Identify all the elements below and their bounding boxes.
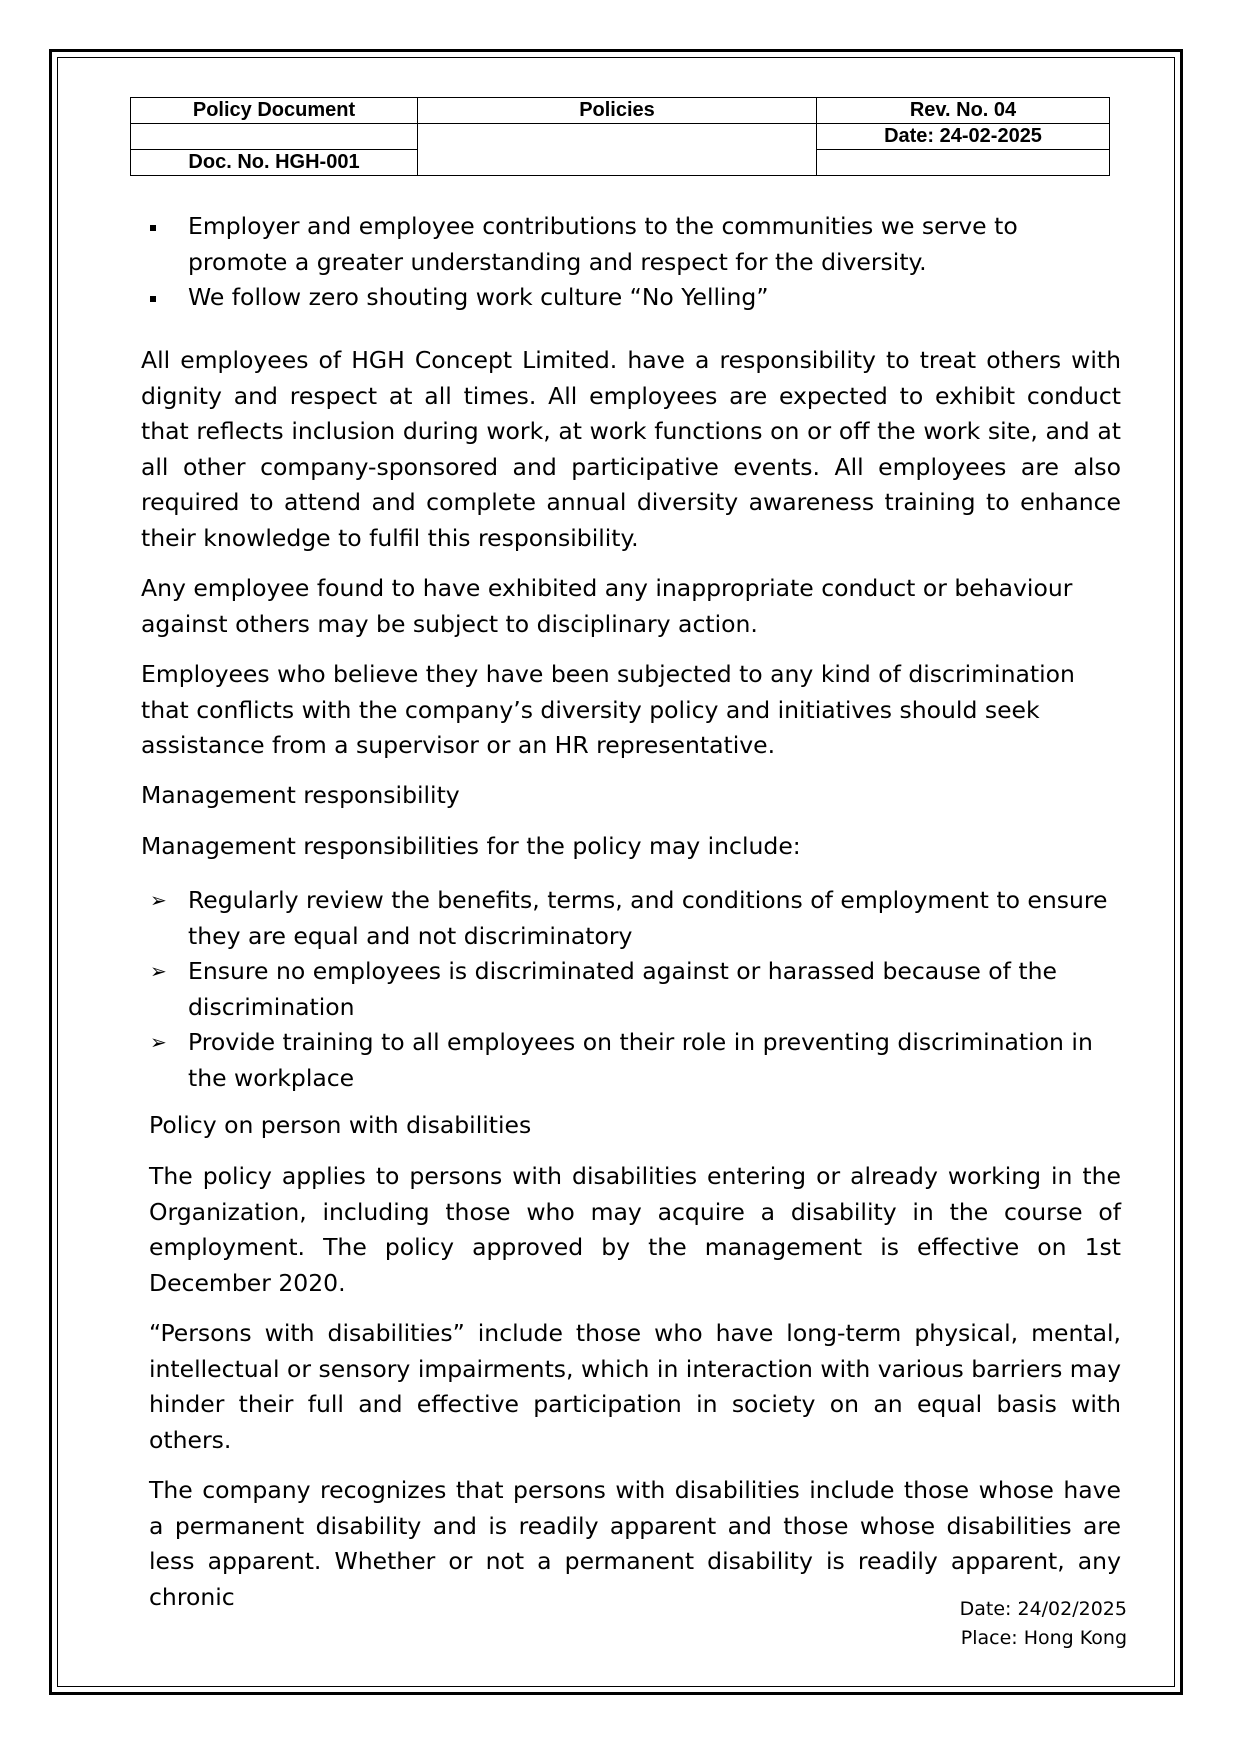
document-header-table bbox=[130, 97, 1110, 176]
list-item bbox=[150, 883, 1130, 954]
paragraph-policy-applies: The policy applies to persons with disabilities entering or already working in the Organization, including those who may acquire a disability in the course of employment. The policy approved by the management is effective on 1st December 2020. bbox=[149, 1162, 1121, 1297]
list-item bbox=[150, 954, 1130, 1025]
header-date: Date: 24-02-2025 bbox=[817, 124, 1110, 150]
header-empty-cell bbox=[131, 124, 418, 150]
arrow-bullet-icon: ➢ bbox=[150, 959, 167, 983]
list-item-text: Ensure no employees is discriminated against or harassed because of the discrimination bbox=[188, 957, 1057, 1021]
paragraph-disciplinary: Any employee found to have exhibited any inappropriate conduct or behaviour against others may be subject to disciplinary action. bbox=[141, 574, 1073, 638]
paragraph-responsibility: All employees of HGH Concept Limited. have a responsibility to treat others with dignity and respect at all times. All employees are expected to exhibit conduct that reflects inclusion during work, at work functions on or off the work site, and at all other company-sponsored and participative events. All employees are also required to attend and complete annual diversity awareness training to enhance their knowledge to fulfil this responsibility. bbox=[141, 346, 1121, 552]
paragraph-company-recognizes: The company recognizes that persons with disabilities include those whose have a permanent disability and is readily apparent and those whose disabilities are less apparent. Whether or not a permanent disability is readily apparent, any chronic bbox=[149, 1476, 1121, 1611]
arrow-bullet-icon: ➢ bbox=[150, 1030, 167, 1054]
list-item bbox=[150, 280, 1070, 316]
management-intro: Management responsibilities for the policy may include: bbox=[141, 832, 801, 860]
list-item bbox=[150, 209, 1070, 280]
footer-place: Place: Hong Kong bbox=[960, 1627, 1127, 1649]
header-empty-cell bbox=[817, 150, 1110, 176]
list-item-text: We follow zero shouting work culture “No Yelling” bbox=[188, 283, 769, 311]
list-item-text: Provide training to all employees on their role in preventing discrimination in the workplace bbox=[188, 1028, 1093, 1092]
list-item-text: Regularly review the benefits, terms, and conditions of employment to ensure they are equal and not discriminatory bbox=[188, 886, 1108, 950]
header-doc-no: Doc. No. HGH-001 bbox=[131, 150, 418, 176]
paragraph-discrimination-assistance: Employees who believe they have been subjected to any kind of discrimination that conflicts with the company’s diversity policy and initiatives should seek assistance from a supervisor or an HR representative. bbox=[141, 660, 1075, 759]
list-item bbox=[150, 1025, 1130, 1096]
list-item-text: Employer and employee contributions to the communities we serve to promote a greater understanding and respect for the diversity. bbox=[188, 212, 1018, 276]
square-bullet-icon bbox=[150, 296, 156, 302]
heading-management-responsibility: Management responsibility bbox=[141, 781, 460, 809]
footer-date: Date: 24/02/2025 bbox=[959, 1598, 1127, 1620]
management-list bbox=[150, 883, 1130, 1096]
paragraph-persons-definition: “Persons with disabilities” include those who have long-term physical, mental, intellectual or sensory impairments, which in interaction with various barriers may hinder their full and effective participation in society on an equal basis with others. bbox=[149, 1319, 1121, 1454]
footer-date-place bbox=[960, 1595, 1127, 1653]
header-policies: Policies bbox=[418, 98, 817, 124]
arrow-bullet-icon: ➢ bbox=[150, 888, 167, 912]
header-empty-merged-cell bbox=[418, 124, 817, 176]
heading-disabilities-policy: Policy on person with disabilities bbox=[149, 1111, 532, 1139]
header-rev-no: Rev. No. 04 bbox=[817, 98, 1110, 124]
header-policy-document: Policy Document bbox=[131, 98, 418, 124]
square-bullet-icon bbox=[150, 225, 156, 231]
bullet-list bbox=[150, 209, 1070, 316]
